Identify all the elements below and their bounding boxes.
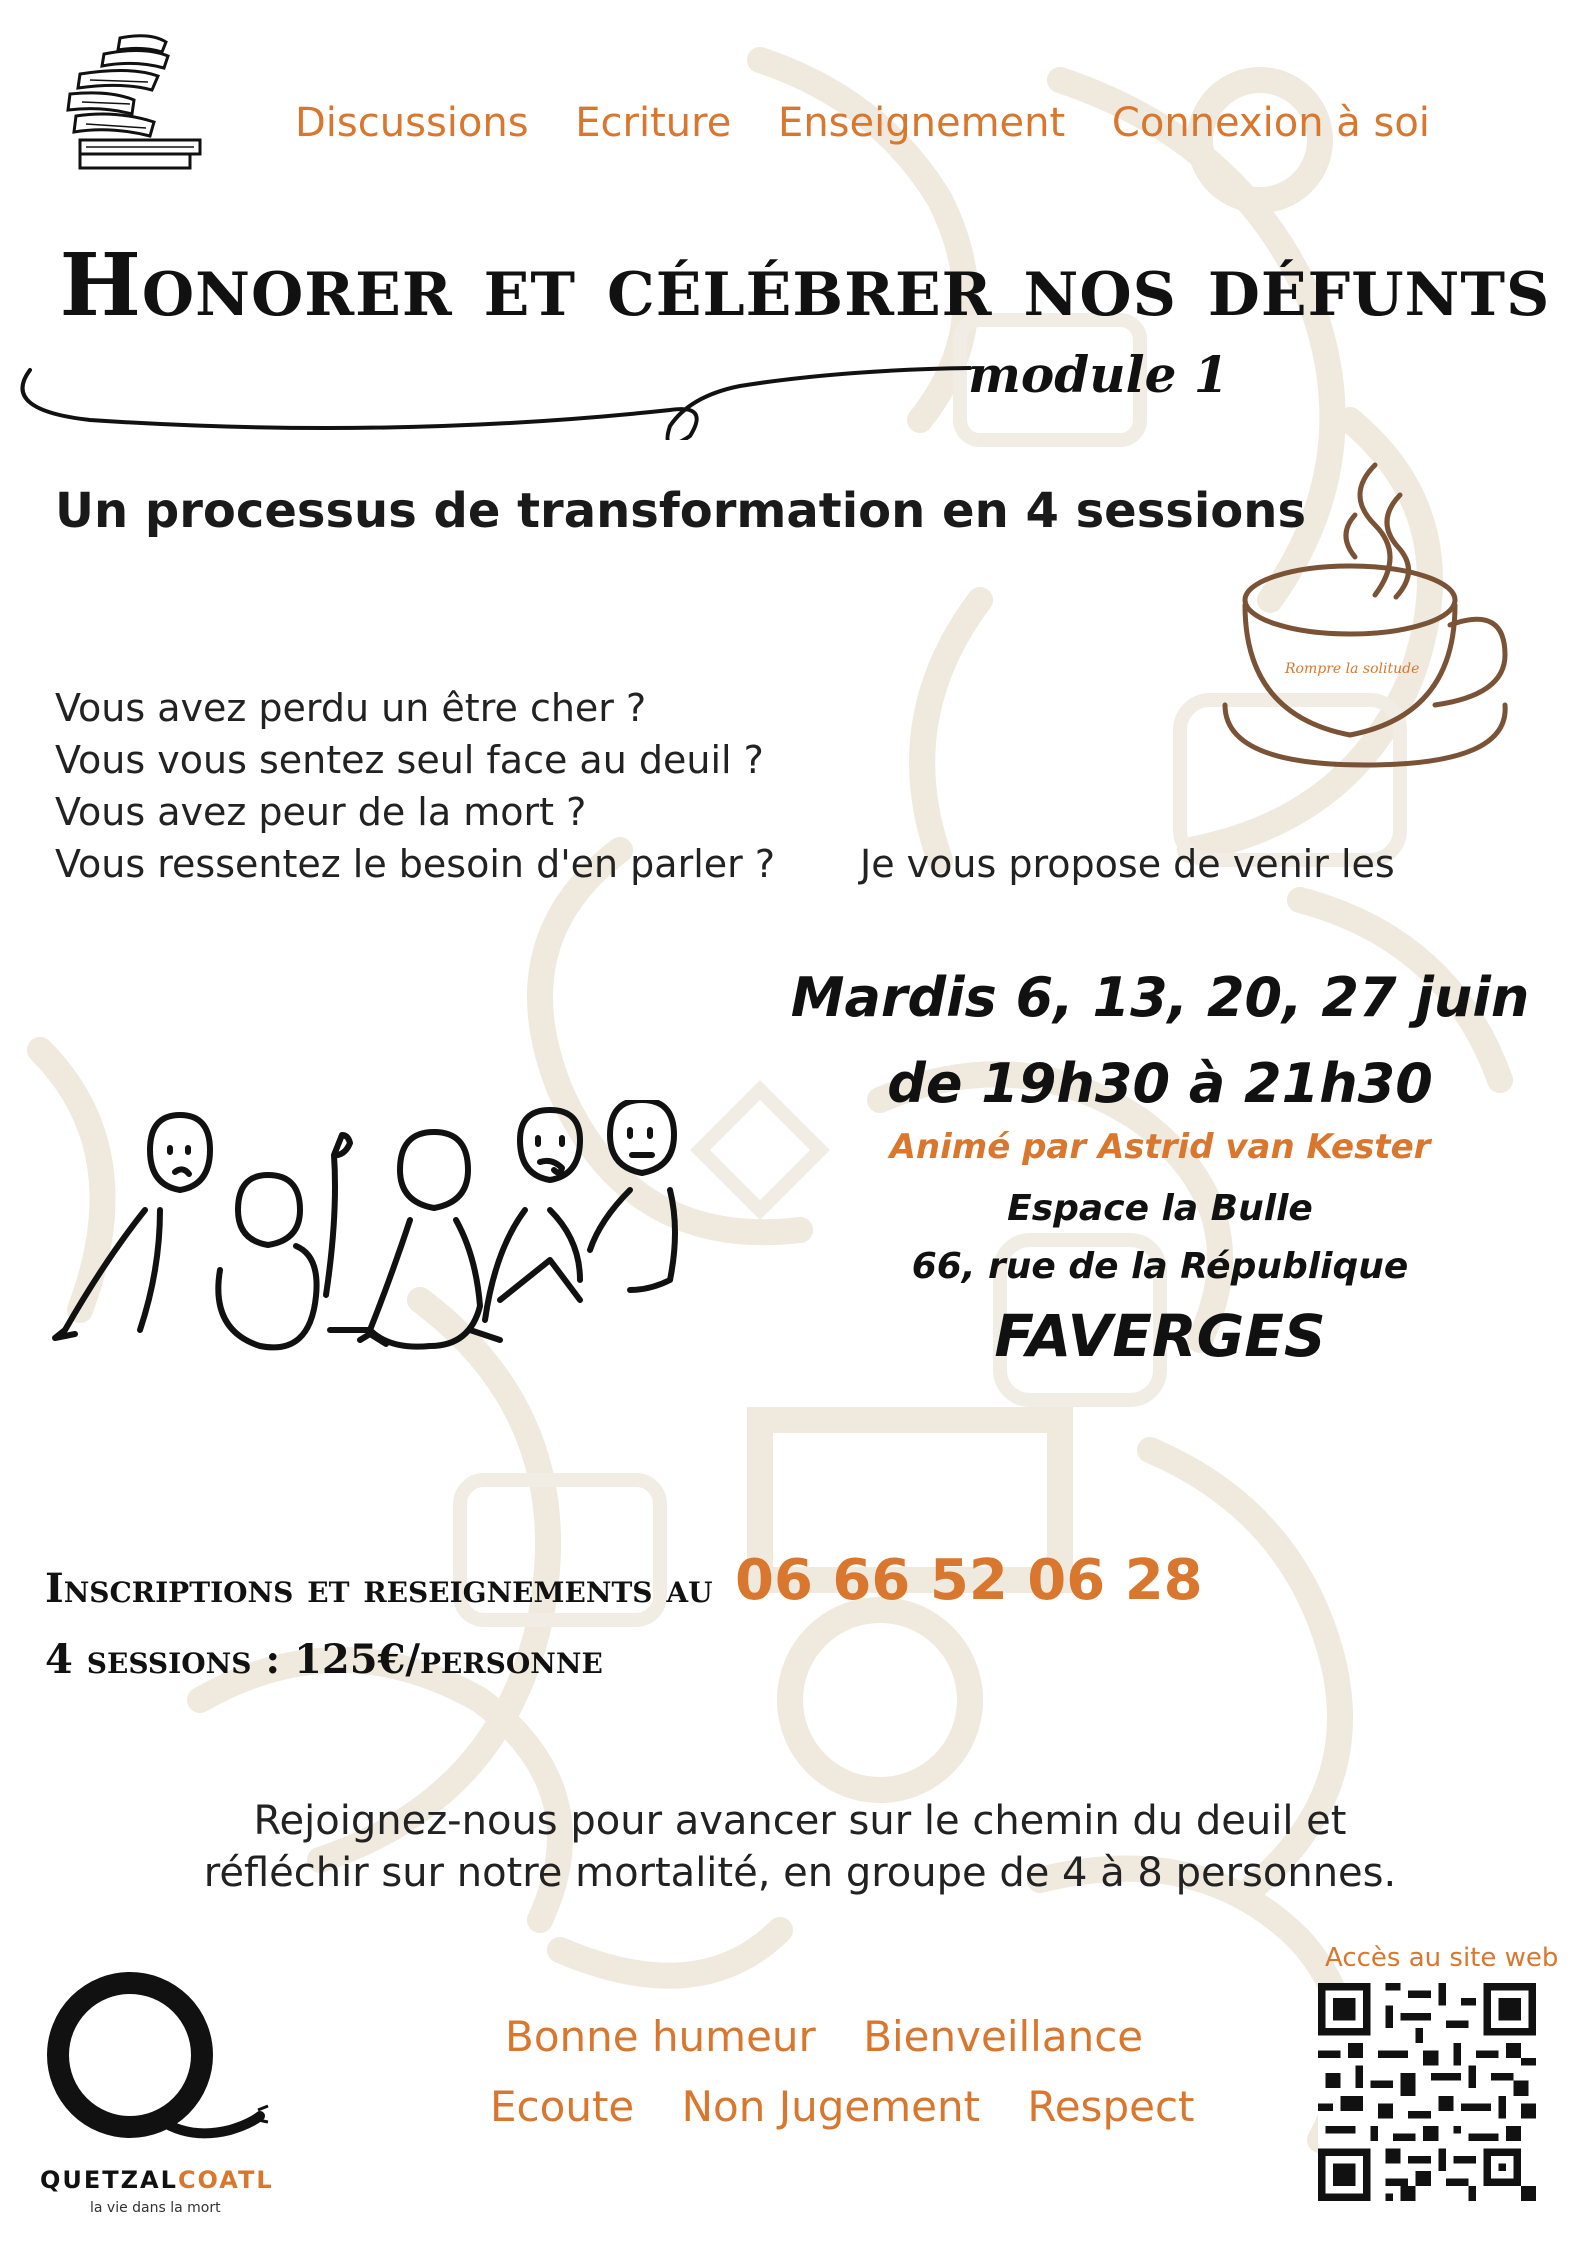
values-row-2 — [490, 2082, 1229, 2131]
module-label: module 1 — [968, 345, 1229, 404]
brand-name-part2: COATL — [177, 2166, 274, 2194]
venue-address — [740, 1180, 1580, 1296]
join-line-1: Rejoignez-nous pour avancer sur le chemin du deuil et — [253, 1798, 1347, 1844]
values-row-1 — [505, 2012, 1177, 2061]
cup-text: Rompre la solitude — [1285, 661, 1420, 677]
venue-street: 66, rue de la République — [911, 1246, 1409, 1287]
question-item: Vous vous sentez seul face au deuil ? — [55, 738, 764, 782]
qr-code-icon[interactable] — [1318, 1983, 1536, 2201]
session-dates: Mardis 6, 13, 20, 27 juin — [790, 966, 1530, 1029]
question-item: Vous ressentez le besoin d'en parler ? — [55, 842, 776, 886]
venue-name: Espace la Bulle — [1007, 1188, 1313, 1229]
value-item: Non Jugement — [681, 2082, 981, 2131]
topic-enseignement: Enseignement — [778, 100, 1066, 146]
phone-number[interactable]: 06 66 52 06 28 — [735, 1548, 1203, 1613]
value-item: Bonne humeur — [505, 2012, 816, 2061]
venue-city: FAVERGES — [994, 1302, 1326, 1370]
question-item: Vous avez perdu un être cher ? — [55, 686, 647, 730]
join-message — [150, 1795, 1450, 1899]
host-name: Animé par Astrid van Kester — [889, 1127, 1431, 1167]
topics-row — [295, 100, 1464, 146]
book-stack-logo — [50, 30, 210, 180]
session-time: de 19h30 à 21h30 — [887, 1052, 1433, 1115]
subtitle: Un processus de transformation en 4 sessions — [55, 483, 1307, 539]
price-info: 4 sessions : 125€/personne — [45, 1636, 603, 1683]
brand-tagline: la vie dans la mort — [90, 2200, 221, 2216]
group-discussion-illustration — [30, 1100, 730, 1360]
invitation-text: Je vous propose de venir les — [860, 842, 1395, 886]
registration-label: Inscriptions et reseignements au — [45, 1565, 713, 1612]
value-item: Bienveillance — [863, 2012, 1144, 2061]
coffee-cup-icon — [1215, 455, 1515, 785]
quetzalcoatl-logo-icon — [30, 1960, 270, 2160]
join-line-2: réfléchir sur notre mortalité, en groupe de 4 à 8 personnes. — [203, 1850, 1397, 1896]
value-item: Respect — [1027, 2082, 1195, 2131]
value-item: Ecoute — [490, 2082, 635, 2131]
qr-label: Accès au site web — [1325, 1943, 1559, 1973]
topic-discussions: Discussions — [295, 100, 529, 146]
question-item: Vous avez peur de la mort ? — [55, 790, 587, 834]
session-schedule — [740, 955, 1580, 1127]
brand-name-part1: QUETZAL — [40, 2166, 178, 2194]
page-title: Honorer et célébrer nos défunts — [59, 235, 1551, 336]
brand-name — [40, 2166, 274, 2194]
topic-connexion: Connexion à soi — [1111, 100, 1430, 146]
topic-ecriture: Ecriture — [575, 100, 732, 146]
flourish-underline — [0, 330, 980, 440]
questions-list — [55, 682, 775, 890]
